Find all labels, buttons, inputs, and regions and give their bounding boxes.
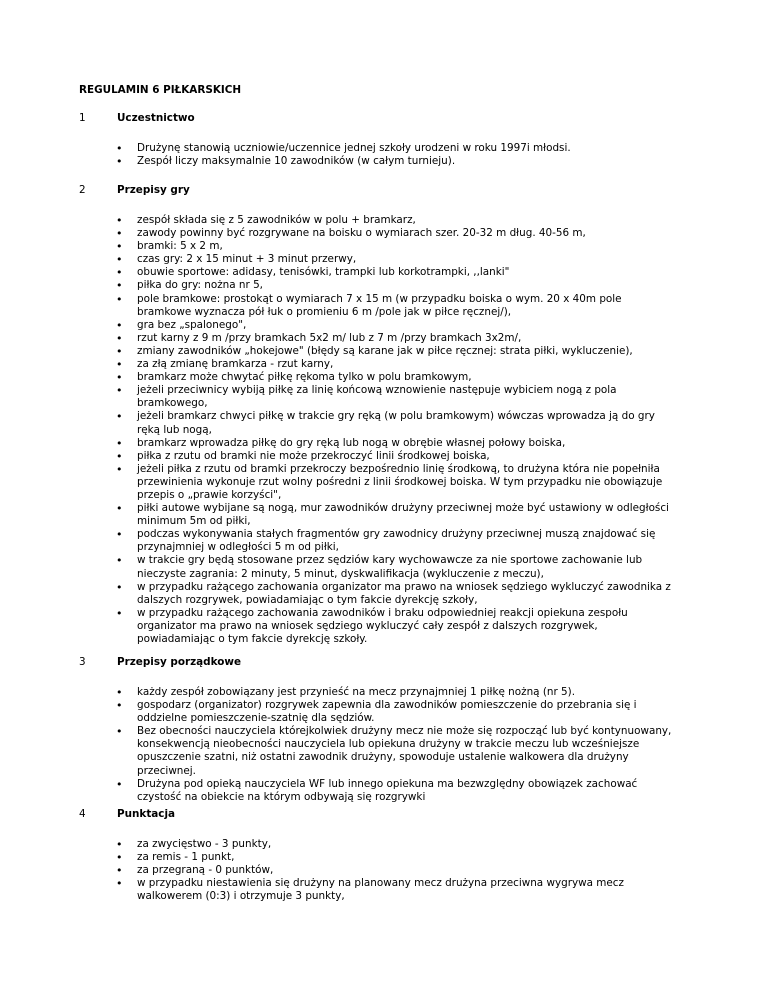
list-item: • piłki autowe wybijane są nogą, mur zawodników drużyny przeciwnej może być ustawiony w odległości minimum 5m od piłki, [0,502,677,528]
list-item: • bramkarz wprowadza piłkę do gry ręką lub nogą w obrębie własnej połowy boiska, [0,437,677,450]
list-item: • jeżeli piłka z rzutu od bramki przekroczy bezpośrednio linię środkową, to drużyna która nie popełniła przewinienia wykonuje rzut wolny pośredni z linii środkowej boiska. W tym przypadku nie obowiązuje przepis o „prawie korzyści", [0,463,677,502]
list-item: • rzut karny z 9 m /przy bramkach 5x2 m/ lub z 7 m /przy bramkach 3x2m/, [0,332,677,345]
list-item: • w przypadku rażącego zachowania organizator ma prawo na wniosek sędziego wykluczyć zawodnika z dalszych rozgrywek, powiadamiając o tym fakcie dyrekcję szkoły, [0,581,677,607]
section-title: Punktacja [117,808,176,820]
list-item: • bramkarz może chwytać piłkę rękoma tylko w polu bramkowym, [0,371,677,384]
section-number: 4 [79,808,86,820]
section-4-list [0,838,768,903]
section-title: Uczestnictwo [117,112,195,124]
list-item: • za remis - 1 punkt, [0,851,677,864]
list-item: • za przegraną - 0 punktów, [0,864,677,877]
list-item: • za zwycięstwo - 3 punkty, [0,838,677,851]
section-number: 3 [79,656,86,668]
list-item: • gospodarz (organizator) rozgrywek zapewnia dla zawodników pomieszczenie do przebrania się i oddzielne pomieszczenie-szatnię dla sędziów. [0,699,677,725]
list-item: • zawody powinny być rozgrywane na boisku o wymiarach szer. 20-32 m dług. 40-56 m, [0,227,677,240]
list-item: • za złą zmianę bramkarza - rzut karny, [0,358,677,371]
list-item: • zespół składa się z 5 zawodników w polu + bramkarz, [0,214,677,227]
list-item: • gra bez „spalonego", [0,319,677,332]
section-title: Przepisy gry [117,184,190,196]
list-item: • piłka do gry: nożna nr 5, [0,279,677,292]
list-item: • podczas wykonywania stałych fragmentów gry zawodnicy drużyny przeciwnej muszą znajdować się przynajmniej w odległości 5 m od piłki, [0,528,677,554]
section-3-list [0,686,768,804]
list-item: • pole bramkowe: prostokąt o wymiarach 7 x 15 m (w przypadku boiska o wym. 20 x 40m pole bramkowe wyznacza pół łuk o promieniu 6 m /pole jak w piłce ręcznej/), [0,293,677,319]
section-2-list [0,214,768,646]
list-item: • czas gry: 2 x 15 minut + 3 minut przerwy, [0,253,677,266]
list-item: • Drużynę stanowią uczniowie/uczennice jednej szkoły urodzeni w roku 1997i młodsi. [0,142,677,155]
section-number: 1 [79,112,86,124]
list-item: • zmiany zawodników „hokejowe" (błędy są karane jak w piłce ręcznej: strata piłki, wykluczenie), [0,345,677,358]
list-item: • obuwie sportowe: adidasy, tenisówki, trampki lub korkotrampki, ,,lanki" [0,266,677,279]
section-title: Przepisy porządkowe [117,656,242,668]
list-item: • piłka z rzutu od bramki nie może przekroczyć linii środkowej boiska, [0,450,677,463]
list-item: • w przypadku niestawienia się drużyny na planowany mecz drużyna przeciwna wygrywa mecz walkowerem (0:3) i otrzymuje 3 punkty, [0,877,677,903]
list-item: • jeżeli bramkarz chwyci piłkę w trakcie gry ręką (w polu bramkowym) wówczas wprowadza ją do gry ręką lub nogą, [0,410,677,436]
list-item: • Drużyna pod opieką nauczyciela WF lub innego opiekuna ma bezwzględny obowiązek zachować czystość na obiekcie na którym odbywają się rozgrywki [0,778,677,804]
section-number: 2 [79,184,86,196]
document-title: REGULAMIN 6 PIŁKARSKICH [79,84,242,96]
list-item: • każdy zespół zobowiązany jest przynieść na mecz przynajmniej 1 piłkę nożną (nr 5). [0,686,677,699]
list-item: • w trakcie gry będą stosowane przez sędziów kary wychowawcze za nie sportowe zachowanie lub nieczyste zagrania: 2 minuty, 5 minut, dyskwalifikacja (wykluczenie z meczu), [0,554,677,580]
section-1-list [0,142,768,168]
list-item: • Bez obecności nauczyciela którejkolwiek drużyny mecz nie może się rozpocząć lub być kontynuowany, konsekwencją nieobecności nauczyciela lub opiekuna drużyny w trakcie meczu lub wcześniejsze opuszczenie szatni, niż ostatni zawodnik drużyny, spowoduje ustalenie walkowera dla drużyny przeciwnej. [0,725,677,777]
list-item: • bramki: 5 x 2 m, [0,240,677,253]
list-item: • jeżeli przeciwnicy wybiją piłkę za linię końcową wznowienie następuje wybiciem nogą z pola bramkowego, [0,384,677,410]
list-item: • Zespół liczy maksymalnie 10 zawodników (w całym turnieju). [0,155,677,168]
list-item: • w przypadku rażącego zachowania zawodników i braku odpowiedniej reakcji opiekuna zespołu organizator ma prawo na wniosek sędziego wykluczyć cały zespół z dalszych rozgrywek, powiadamiając o tym fakcie dyrekcję szkoły. [0,607,677,646]
